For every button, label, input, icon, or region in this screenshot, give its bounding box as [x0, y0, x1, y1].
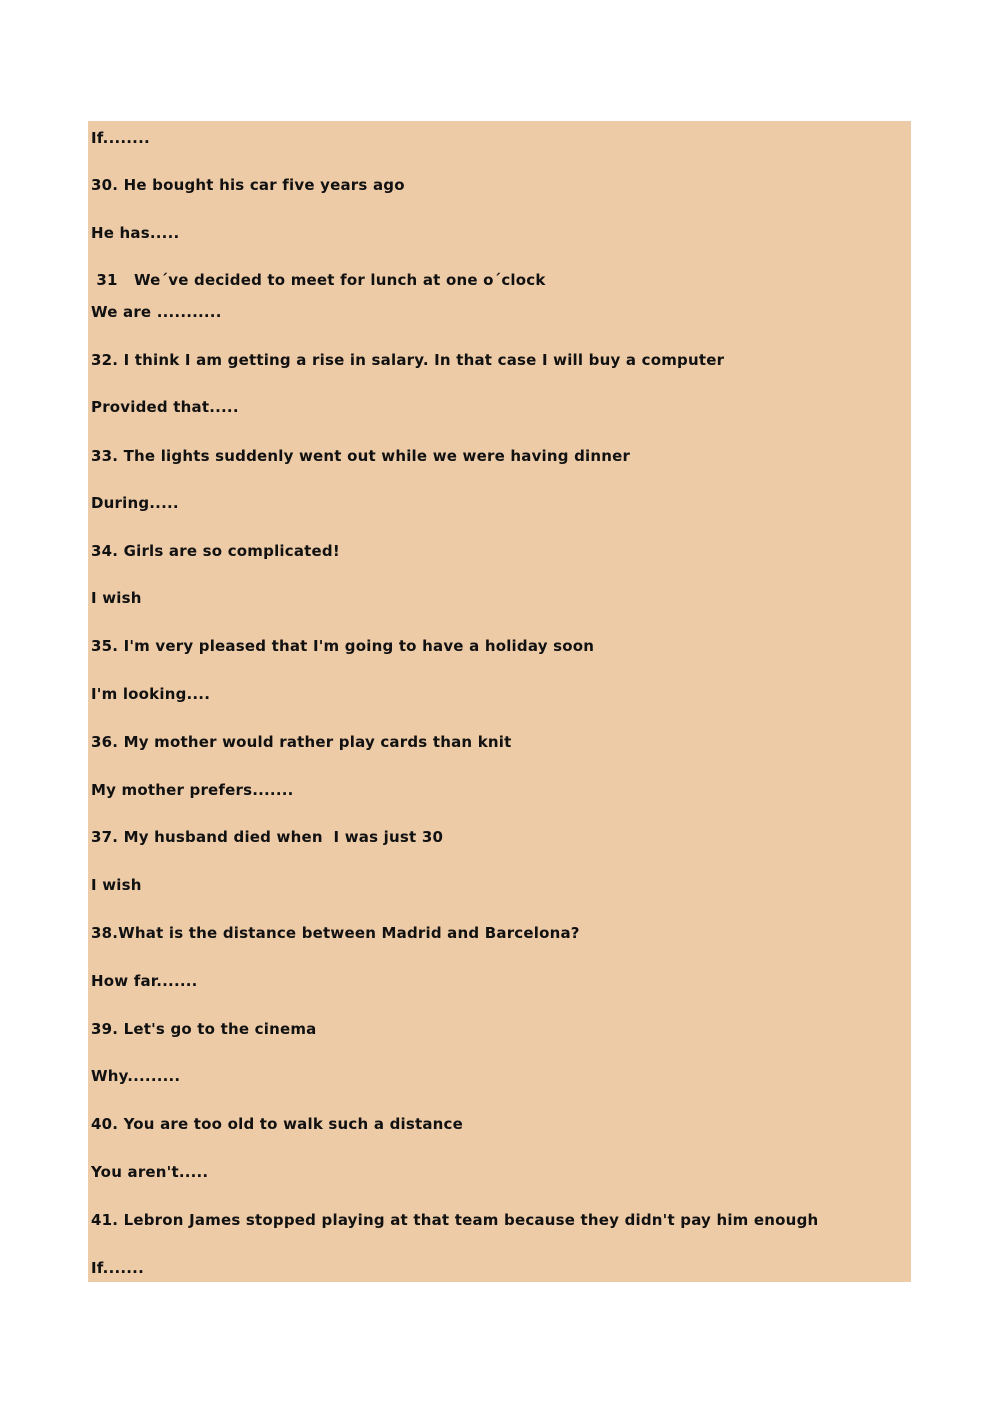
question-32: 32. I think I am getting a rise in salary. In that case I will buy a computer	[91, 351, 725, 369]
worksheet-panel	[88, 121, 911, 1282]
answer-prompt-32: Provided that.....	[91, 398, 239, 416]
answer-prompt-41: If.......	[91, 1259, 144, 1277]
answer-prompt-40: You aren't.....	[91, 1163, 209, 1181]
answer-prompt-39: Why.........	[91, 1067, 181, 1085]
question-31: 31 We´ve decided to meet for lunch at one o´clock	[91, 271, 546, 289]
answer-prompt-38: How far.......	[91, 972, 198, 990]
answer-prompt-31: We are ...........	[91, 303, 222, 321]
answer-prompt-29: If........	[91, 129, 150, 147]
question-30: 30. He bought his car five years ago	[91, 176, 405, 194]
answer-prompt-33: During.....	[91, 494, 179, 512]
answer-prompt-37: I wish	[91, 876, 142, 894]
question-40: 40. You are too old to walk such a distance	[91, 1115, 464, 1133]
question-39: 39. Let's go to the cinema	[91, 1020, 317, 1038]
question-36: 36. My mother would rather play cards than knit	[91, 733, 512, 751]
question-33: 33. The lights suddenly went out while we were having dinner	[91, 447, 631, 465]
question-41: 41. Lebron James stopped playing at that team because they didn't pay him enough	[91, 1211, 819, 1229]
answer-prompt-34: I wish	[91, 589, 142, 607]
question-34: 34. Girls are so complicated!	[91, 542, 340, 560]
question-35: 35. I'm very pleased that I'm going to have a holiday soon	[91, 637, 595, 655]
answer-prompt-36: My mother prefers.......	[91, 781, 294, 799]
question-38: 38.What is the distance between Madrid and Barcelona?	[91, 924, 580, 942]
question-37: 37. My husband died when I was just 30	[91, 828, 444, 846]
answer-prompt-35: I'm looking....	[91, 685, 211, 703]
answer-prompt-30: He has.....	[91, 224, 180, 242]
